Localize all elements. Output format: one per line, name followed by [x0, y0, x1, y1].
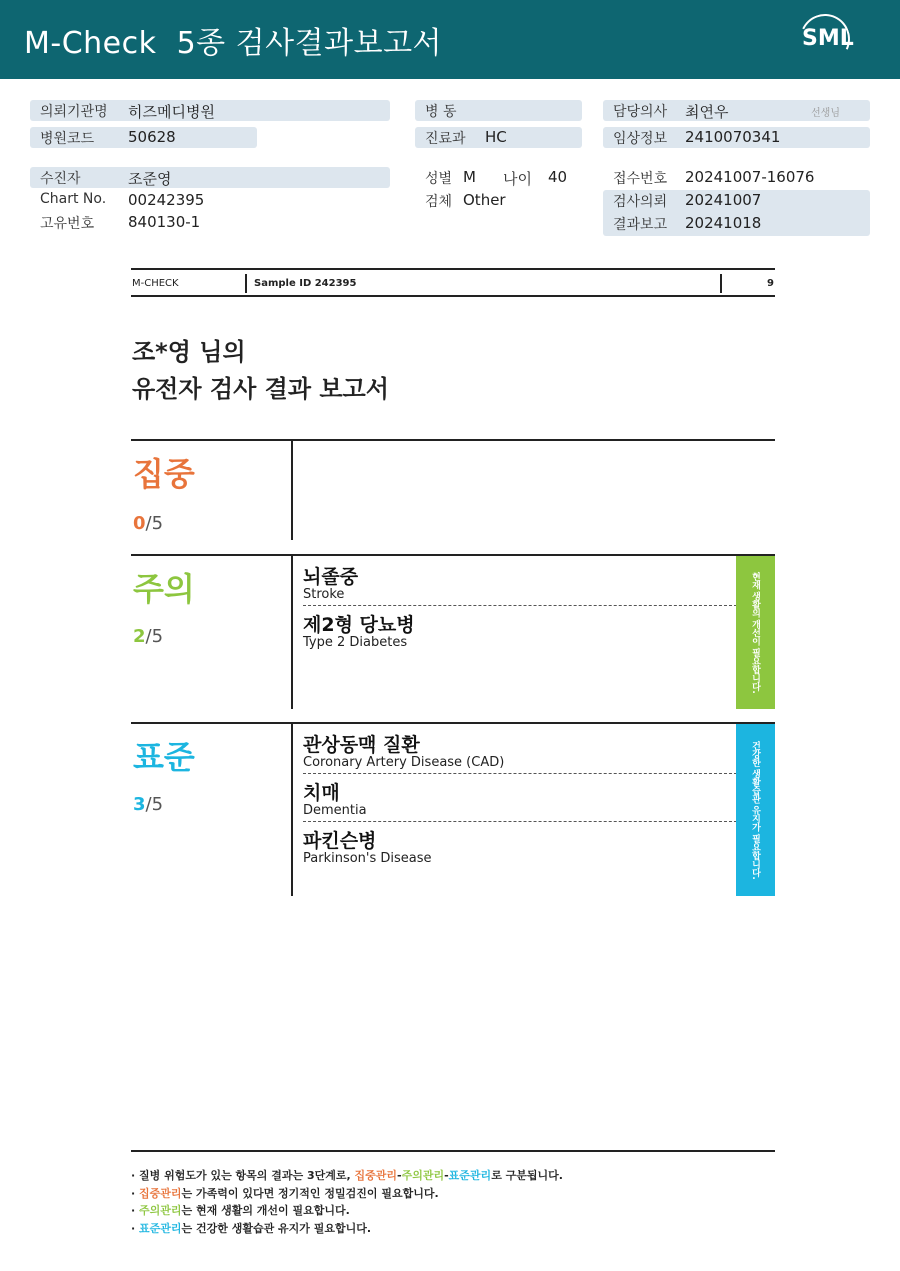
page-number: 9 [767, 278, 774, 289]
receipt-no-label: 접수번호 [613, 171, 668, 187]
standard-count-total: /5 [145, 794, 164, 815]
hospital-code-label: 병원코드 [40, 131, 95, 147]
hospital-code-field [30, 127, 257, 148]
dates-field [603, 190, 870, 236]
specimen-value: Other [463, 191, 506, 209]
age-value: 40 [548, 168, 568, 186]
report-date-label: 결과보고 [613, 217, 668, 233]
logo-text: SML [802, 26, 854, 51]
caution-section [131, 554, 775, 709]
disease-name-en: Stroke [303, 587, 345, 602]
caution-count-number: 2 [133, 626, 146, 647]
chart-no-value: 00242395 [128, 191, 205, 209]
department-label: 진료과 [425, 131, 466, 147]
disease-name-kr: 치매 [303, 782, 340, 804]
bullet-icon: · [131, 1186, 136, 1200]
specimen-label: 검체 [425, 194, 453, 210]
note-key-caution: 주의관리 [401, 1169, 445, 1182]
institution-value: 히즈메디병원 [128, 103, 215, 121]
focus-count [133, 513, 163, 534]
chart-no-label: Chart No. [40, 191, 107, 207]
sample-bar [131, 268, 775, 297]
note-text: - [444, 1169, 449, 1182]
sex-age-field [415, 167, 582, 188]
patient-value: 조준영 [128, 170, 172, 188]
focus-title: 집중 [133, 455, 195, 493]
chart-no-field [30, 190, 390, 211]
sample-bar-divider [720, 274, 722, 293]
note-key-focus: 집중관리 [139, 1186, 182, 1200]
note-text: 는 현재 생활의 개선이 필요합니다. [181, 1204, 350, 1217]
note-text: 는 건강한 생활습관 유지가 필요합니다. [181, 1221, 372, 1235]
doctor-field [603, 100, 870, 121]
caution-count [133, 626, 163, 647]
department-value: HC [485, 128, 507, 146]
clinical-label: 임상정보 [613, 131, 668, 147]
receipt-no-field [603, 167, 870, 188]
institution-field [30, 100, 390, 121]
disease-name-en: Parkinson's Disease [303, 851, 432, 866]
request-date-label: 검사의뢰 [613, 194, 668, 210]
standard-count-number: 3 [133, 794, 146, 815]
caution-count-total: /5 [145, 626, 164, 647]
hospital-code-value: 50628 [128, 128, 176, 146]
standard-items [303, 726, 737, 870]
report-title-line1: 조*영 님의 [132, 338, 246, 366]
focus-count-number: 0 [133, 513, 146, 534]
caution-items [303, 558, 737, 654]
disease-name-kr: 제2형 당뇨병 [303, 614, 415, 636]
clinical-field [603, 127, 870, 148]
note-line [131, 1202, 563, 1220]
department-field [415, 127, 582, 148]
footer-divider [131, 1150, 775, 1152]
doctor-label: 담당의사 [613, 104, 668, 120]
unique-no-label: 고유번호 [40, 216, 95, 232]
disease-name-kr: 파킨슨병 [303, 830, 377, 852]
ward-label: 병 동 [425, 104, 457, 120]
caution-sidebar [736, 556, 775, 709]
bullet-icon: · [131, 1169, 136, 1182]
note-text: 는 가족력이 있다면 정기적인 정밀검진이 필요합니다. [181, 1186, 439, 1200]
note-line [131, 1167, 563, 1185]
report-header [0, 0, 900, 79]
unique-no-field [30, 212, 390, 233]
sex-value: M [463, 168, 476, 186]
request-date-value: 20241007 [685, 191, 762, 209]
sex-label: 성별 [425, 171, 453, 187]
standard-count [133, 794, 163, 815]
disease-name-en: Type 2 Diabetes [303, 635, 408, 650]
note-key-caution: 주의관리 [139, 1204, 182, 1217]
sample-id: Sample ID 242395 [254, 278, 357, 289]
sml-logo [796, 12, 856, 68]
note-key-standard: 표준관리 [139, 1221, 182, 1235]
list-item [303, 726, 737, 774]
caution-sidebar-text: 현재 생활의 개선이 필요합니다. [750, 571, 760, 694]
age-label: 나이 [503, 170, 532, 188]
section-divider [291, 556, 293, 709]
doctor-suffix: 선생님 [811, 108, 840, 119]
standard-sidebar [736, 724, 775, 896]
note-text: 로 구분됩니다. [491, 1169, 563, 1182]
caution-title: 주의 [133, 570, 195, 608]
standard-sidebar-text: 건강한 생활습관 유지가 필요합니다. [750, 740, 760, 880]
specimen-field [415, 190, 582, 211]
list-item [303, 774, 737, 822]
focus-section [131, 439, 775, 540]
standard-title: 표준 [133, 738, 195, 776]
list-item [303, 606, 737, 654]
focus-count-total: /5 [145, 513, 164, 534]
section-divider [291, 441, 293, 540]
note-line [131, 1220, 563, 1238]
bullet-icon: · [131, 1204, 136, 1217]
sample-bar-brand: M-CHECK [132, 278, 179, 289]
note-text: 질병 위험도가 있는 항목의 결과는 3단계로, [139, 1169, 355, 1182]
list-item [303, 822, 737, 870]
doctor-value: 최연우 [685, 103, 729, 121]
report-title [132, 334, 389, 408]
note-text: - [397, 1169, 402, 1182]
report-header-title: M-Check 5종 검사결과보고서 [24, 26, 443, 61]
footer-notes [131, 1167, 563, 1237]
disease-name-kr: 뇌졸중 [303, 566, 359, 588]
bullet-icon: · [131, 1221, 136, 1235]
list-item [303, 558, 737, 606]
disease-name-kr: 관상동맥 질환 [303, 734, 420, 756]
patient-field [30, 167, 390, 188]
note-key-standard: 표준관리 [448, 1169, 492, 1182]
patient-label: 수진자 [40, 171, 81, 187]
note-key-focus: 집중관리 [354, 1169, 397, 1182]
sample-bar-divider [245, 274, 247, 293]
standard-section [131, 722, 775, 896]
report-title-line2: 유전자 검사 결과 보고서 [132, 375, 389, 403]
disease-name-en: Dementia [303, 803, 367, 818]
report-date-value: 20241018 [685, 214, 762, 232]
clinical-value: 2410070341 [685, 128, 781, 146]
note-line [131, 1185, 563, 1203]
ward-field [415, 100, 582, 121]
disease-name-en: Coronary Artery Disease (CAD) [303, 755, 505, 770]
unique-no-value: 840130-1 [128, 213, 201, 231]
receipt-no-value: 20241007-16076 [685, 168, 815, 186]
section-divider [291, 724, 293, 896]
institution-label: 의뢰기관명 [40, 104, 108, 120]
